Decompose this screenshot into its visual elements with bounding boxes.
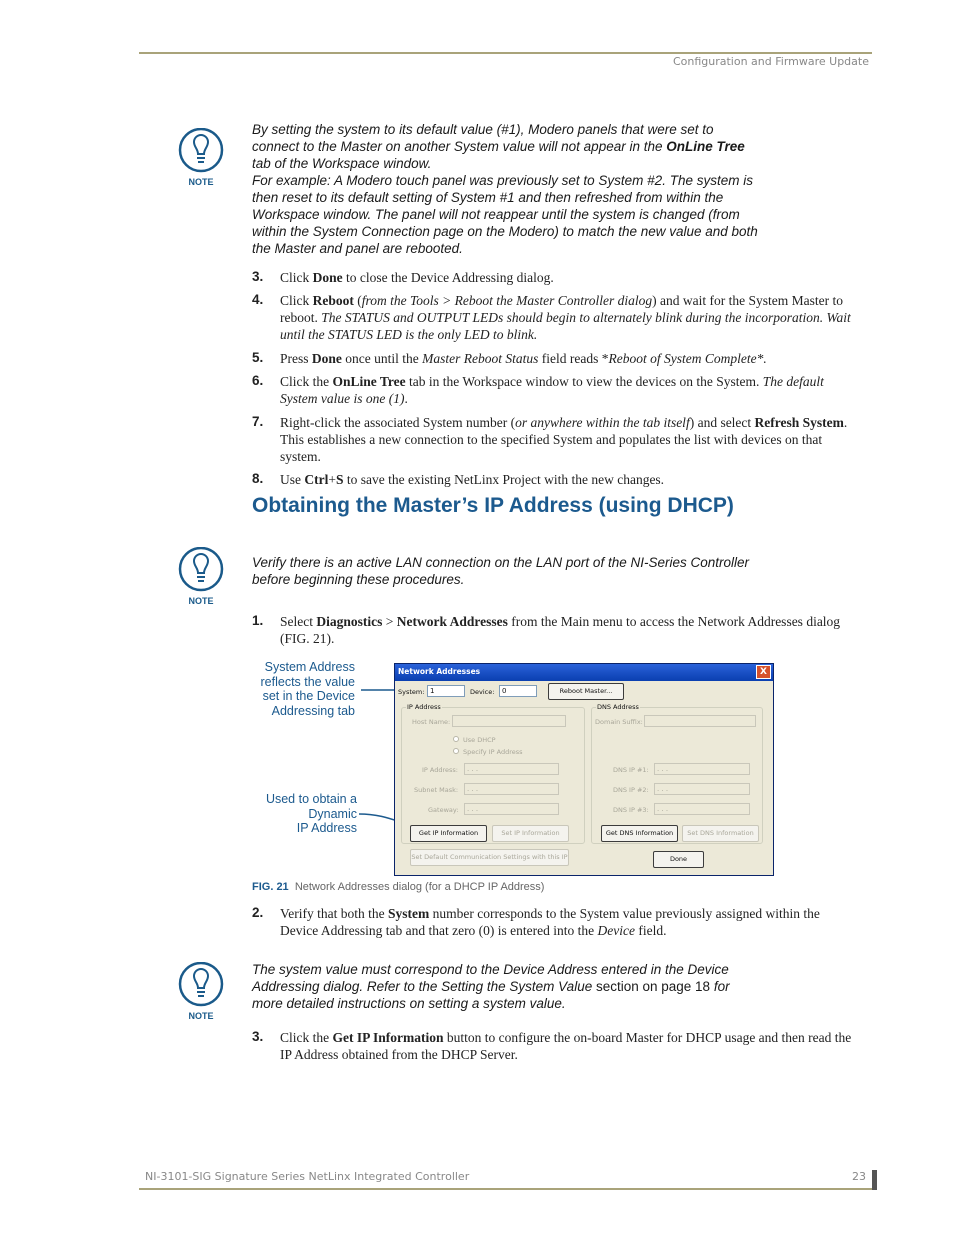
specify-ip-radio[interactable] xyxy=(453,748,459,754)
note-1-line: Workspace window. The panel will not reappear until the system is changed (from xyxy=(252,207,740,222)
step-4-reboot: 4. Click Reboot (from the Tools > Reboot the Master Controller dialog) and wait for the System Master to reboot. The STATUS and OUTPUT LEDs should begin to alternately blink during the incorporation. Wait until the STATUS LED is the only LED to blink. xyxy=(252,292,851,342)
note-3-line: more detailed instructions on setting a system value. xyxy=(252,996,566,1011)
get-ip-information-button[interactable]: Get IP Information xyxy=(410,825,487,842)
reboot-master-button[interactable]: Reboot Master... xyxy=(548,683,624,700)
figure-caption xyxy=(252,881,544,893)
get-dns-information-button[interactable]: Get DNS Information xyxy=(601,825,678,842)
dns-ip-2-label: DNS IP #2: xyxy=(613,786,649,794)
footer-rule xyxy=(139,1188,872,1190)
step-3-done: 3. Click Done to close the Device Addressing dialog. xyxy=(252,269,554,285)
note-2-text xyxy=(252,554,792,588)
gateway-label: Gateway: xyxy=(428,806,459,814)
note-1-line: For example: A Modero touch panel was previously set to System #2. The system is xyxy=(252,173,753,188)
close-icon[interactable]: X xyxy=(756,665,771,679)
step-3-get-ip-information: 3. Click the Get IP Information button to configure the on-board Master for DHCP usage and then read the IP Address obtained from the DHCP Server. xyxy=(252,1029,852,1062)
figure-label: FIG. 21 xyxy=(252,881,289,893)
note-label: NOTE xyxy=(188,177,214,187)
set-ip-information-button[interactable]: Set IP Information xyxy=(492,825,569,842)
done-button[interactable]: Done xyxy=(653,851,704,868)
set-default-communication-button[interactable]: Set Default Communication Settings with this IP xyxy=(410,849,569,866)
note-3-line: Addressing dialog. Refer to the Setting the System Value section on page 18 for xyxy=(252,979,730,994)
step-6-online-tree: 6. Click the OnLine Tree tab in the Workspace window to view the devices on the System. The default System value is one (1). xyxy=(252,373,824,406)
dialog-titlebar xyxy=(395,664,773,681)
specify-ip-label: Specify IP Address xyxy=(463,748,523,756)
set-dns-information-button[interactable]: Set DNS Information xyxy=(682,825,759,842)
dns-ip-3-label: DNS IP #3: xyxy=(613,806,649,814)
use-dhcp-radio[interactable] xyxy=(453,736,459,742)
domain-suffix-label: Domain Suffix: xyxy=(595,718,643,726)
dns-group-label: DNS Address xyxy=(597,703,639,711)
callout-dynamic-ip: Used to obtain a Dynamic IP Address xyxy=(265,792,357,835)
note-1-text xyxy=(252,121,792,257)
network-addresses-dialog xyxy=(394,663,774,876)
dns-ip-2-input[interactable]: . . . xyxy=(654,783,750,795)
note-3-line: The system value must correspond to the Device Address entered in the Device xyxy=(252,962,729,977)
dns-address-group xyxy=(591,703,763,844)
ip-address-input[interactable]: . . . xyxy=(464,763,559,775)
ip-address-group xyxy=(401,703,585,844)
note-icon xyxy=(176,962,226,1024)
note-1-line: the Master and panel are rebooted. xyxy=(252,241,463,256)
device-label: Device: xyxy=(470,688,495,696)
ip-address-label: IP Address: xyxy=(422,766,458,774)
step-8-save: 8. Use Ctrl+S to save the existing NetLinx Project with the new changes. xyxy=(252,471,665,487)
figure-caption-text: Network Addresses dialog (for a DHCP IP Address) xyxy=(294,881,545,893)
footer-bar xyxy=(872,1170,877,1190)
host-name-label: Host Name: xyxy=(412,718,451,726)
step-7-refresh-system: 7. Right-click the associated System number (or anywhere within the tab itself) and select Refresh System. This establishes a new connection to the specified System and populates the list with devices on that system. xyxy=(252,414,848,464)
ip-group-label: IP Address xyxy=(407,703,441,711)
note-icon xyxy=(176,128,226,190)
dns-ip-1-label: DNS IP #1: xyxy=(613,766,649,774)
use-dhcp-label: Use DHCP xyxy=(463,736,496,744)
gateway-input[interactable]: . . . xyxy=(464,803,559,815)
note-1-line: By setting the system to its default value (#1), Modero panels that were set to xyxy=(252,122,714,137)
step-2-verify-system: 2. Verify that both the System number corresponds to the System value previously assigned within the Device Addressing tab and that zero (0) is entered into the Device field. xyxy=(252,905,820,938)
subnet-mask-input[interactable]: . . . xyxy=(464,783,559,795)
note-3-text xyxy=(252,961,792,1012)
note-2-line: before beginning these procedures. xyxy=(252,572,465,587)
dns-ip-3-input[interactable]: . . . xyxy=(654,803,750,815)
footer-page-number: 23 xyxy=(852,1170,866,1183)
host-name-input[interactable] xyxy=(452,715,566,727)
callout-system-address: System Address reflects the value set in the Device Addressing tab xyxy=(260,660,355,718)
header-section-title: Configuration and Firmware Update xyxy=(672,55,869,68)
dialog-title: Network Addresses xyxy=(398,667,481,676)
note-label: NOTE xyxy=(188,1011,214,1021)
step-1-diagnostics: 1. Select Diagnostics > Network Addresses from the Main menu to access the Network Addresses dialog (FIG. 21). xyxy=(252,613,841,646)
step-5-press-done: 5. Press Done once until the Master Reboot Status field reads *Reboot of System Complete*. xyxy=(252,350,767,366)
note-1-line: within the System Connection page on the Modero) to match the new value and both xyxy=(252,224,758,239)
section-heading: Obtaining the Master’s IP Address (using DHCP) xyxy=(252,494,734,517)
note-1-line: tab of the Workspace window. xyxy=(252,156,432,171)
note-1-line: connect to the Master on another System value will not appear in the OnLine Tree xyxy=(252,139,745,154)
system-label: System: xyxy=(398,688,425,696)
footer-doc-title: NI-3101-SIG Signature Series NetLinx Integrated Controller xyxy=(145,1170,470,1183)
subnet-mask-label: Subnet Mask: xyxy=(414,786,459,794)
note-1-line: then reset to its default setting of System #1 and then refreshed from within the xyxy=(252,190,724,205)
system-input[interactable]: 1 xyxy=(427,685,465,697)
note-label: NOTE xyxy=(188,596,214,606)
note-icon xyxy=(176,547,226,609)
domain-suffix-input[interactable] xyxy=(644,715,756,727)
dns-ip-1-input[interactable]: . . . xyxy=(654,763,750,775)
device-input[interactable]: 0 xyxy=(499,685,537,697)
note-2-line: Verify there is an active LAN connection on the LAN port of the NI-Series Controller xyxy=(252,555,749,570)
header-rule xyxy=(139,52,872,54)
